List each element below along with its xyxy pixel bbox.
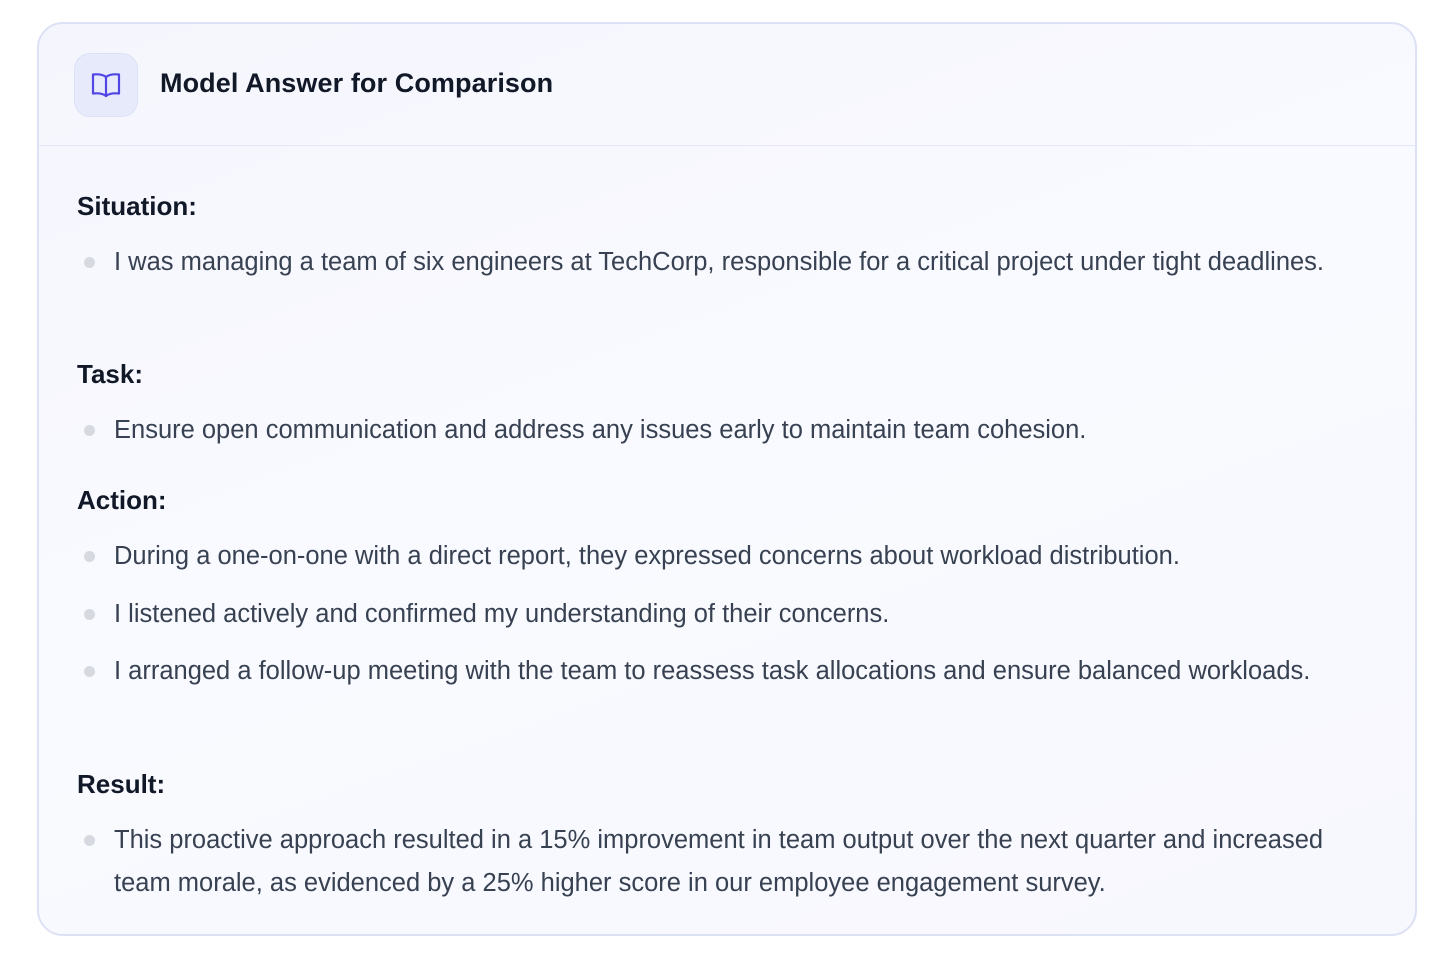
section-result bbox=[77, 764, 1377, 904]
list-item-text: This proactive approach resulted in a 15% improvement in team output over the next quarter and increased team morale, as evidenced by a 25% higher score in our employee engagement survey. bbox=[114, 826, 1324, 897]
list-item-text: I was managing a team of six engineers at TechCorp, responsible for a critical project under tight deadlines. bbox=[114, 248, 1325, 276]
list-item-text: During a one-on-one with a direct report, they expressed concerns about workload distribution. bbox=[114, 542, 1180, 570]
bullet-dot bbox=[84, 551, 95, 562]
card-header bbox=[39, 24, 1415, 146]
list-item bbox=[77, 409, 1377, 452]
list-item bbox=[77, 650, 1377, 693]
list-item-text: Ensure open communication and address any issues early to maintain team cohesion. bbox=[114, 416, 1087, 444]
bullet-dot bbox=[84, 257, 95, 268]
list-item bbox=[77, 593, 1377, 636]
section-situation bbox=[77, 186, 1377, 284]
list-item bbox=[77, 535, 1377, 578]
bullet-list bbox=[77, 819, 1377, 904]
bullet-dot bbox=[84, 666, 95, 677]
book-open-icon bbox=[74, 53, 138, 117]
section-heading: Result: bbox=[77, 769, 166, 799]
bullet-dot bbox=[84, 425, 95, 436]
card-title: Model Answer for Comparison bbox=[160, 68, 554, 98]
bullet-list bbox=[77, 535, 1377, 693]
bullet-list bbox=[77, 241, 1377, 284]
bullet-list bbox=[77, 409, 1377, 452]
list-item-text: I listened actively and confirmed my understanding of their concerns. bbox=[114, 599, 890, 628]
section-heading: Task: bbox=[77, 359, 143, 389]
list-item bbox=[77, 819, 1377, 904]
bullet-dot bbox=[84, 609, 95, 620]
list-item-text: I arranged a follow-up meeting with the team to reassess task allocations and ensure balanced workloads. bbox=[114, 657, 1311, 685]
bullet-dot bbox=[84, 835, 95, 846]
model-answer-card bbox=[37, 22, 1417, 936]
section-heading: Action: bbox=[77, 485, 167, 515]
section-action bbox=[77, 480, 1377, 693]
section-task bbox=[77, 354, 1377, 452]
list-item bbox=[77, 241, 1377, 284]
section-heading: Situation: bbox=[77, 191, 197, 221]
